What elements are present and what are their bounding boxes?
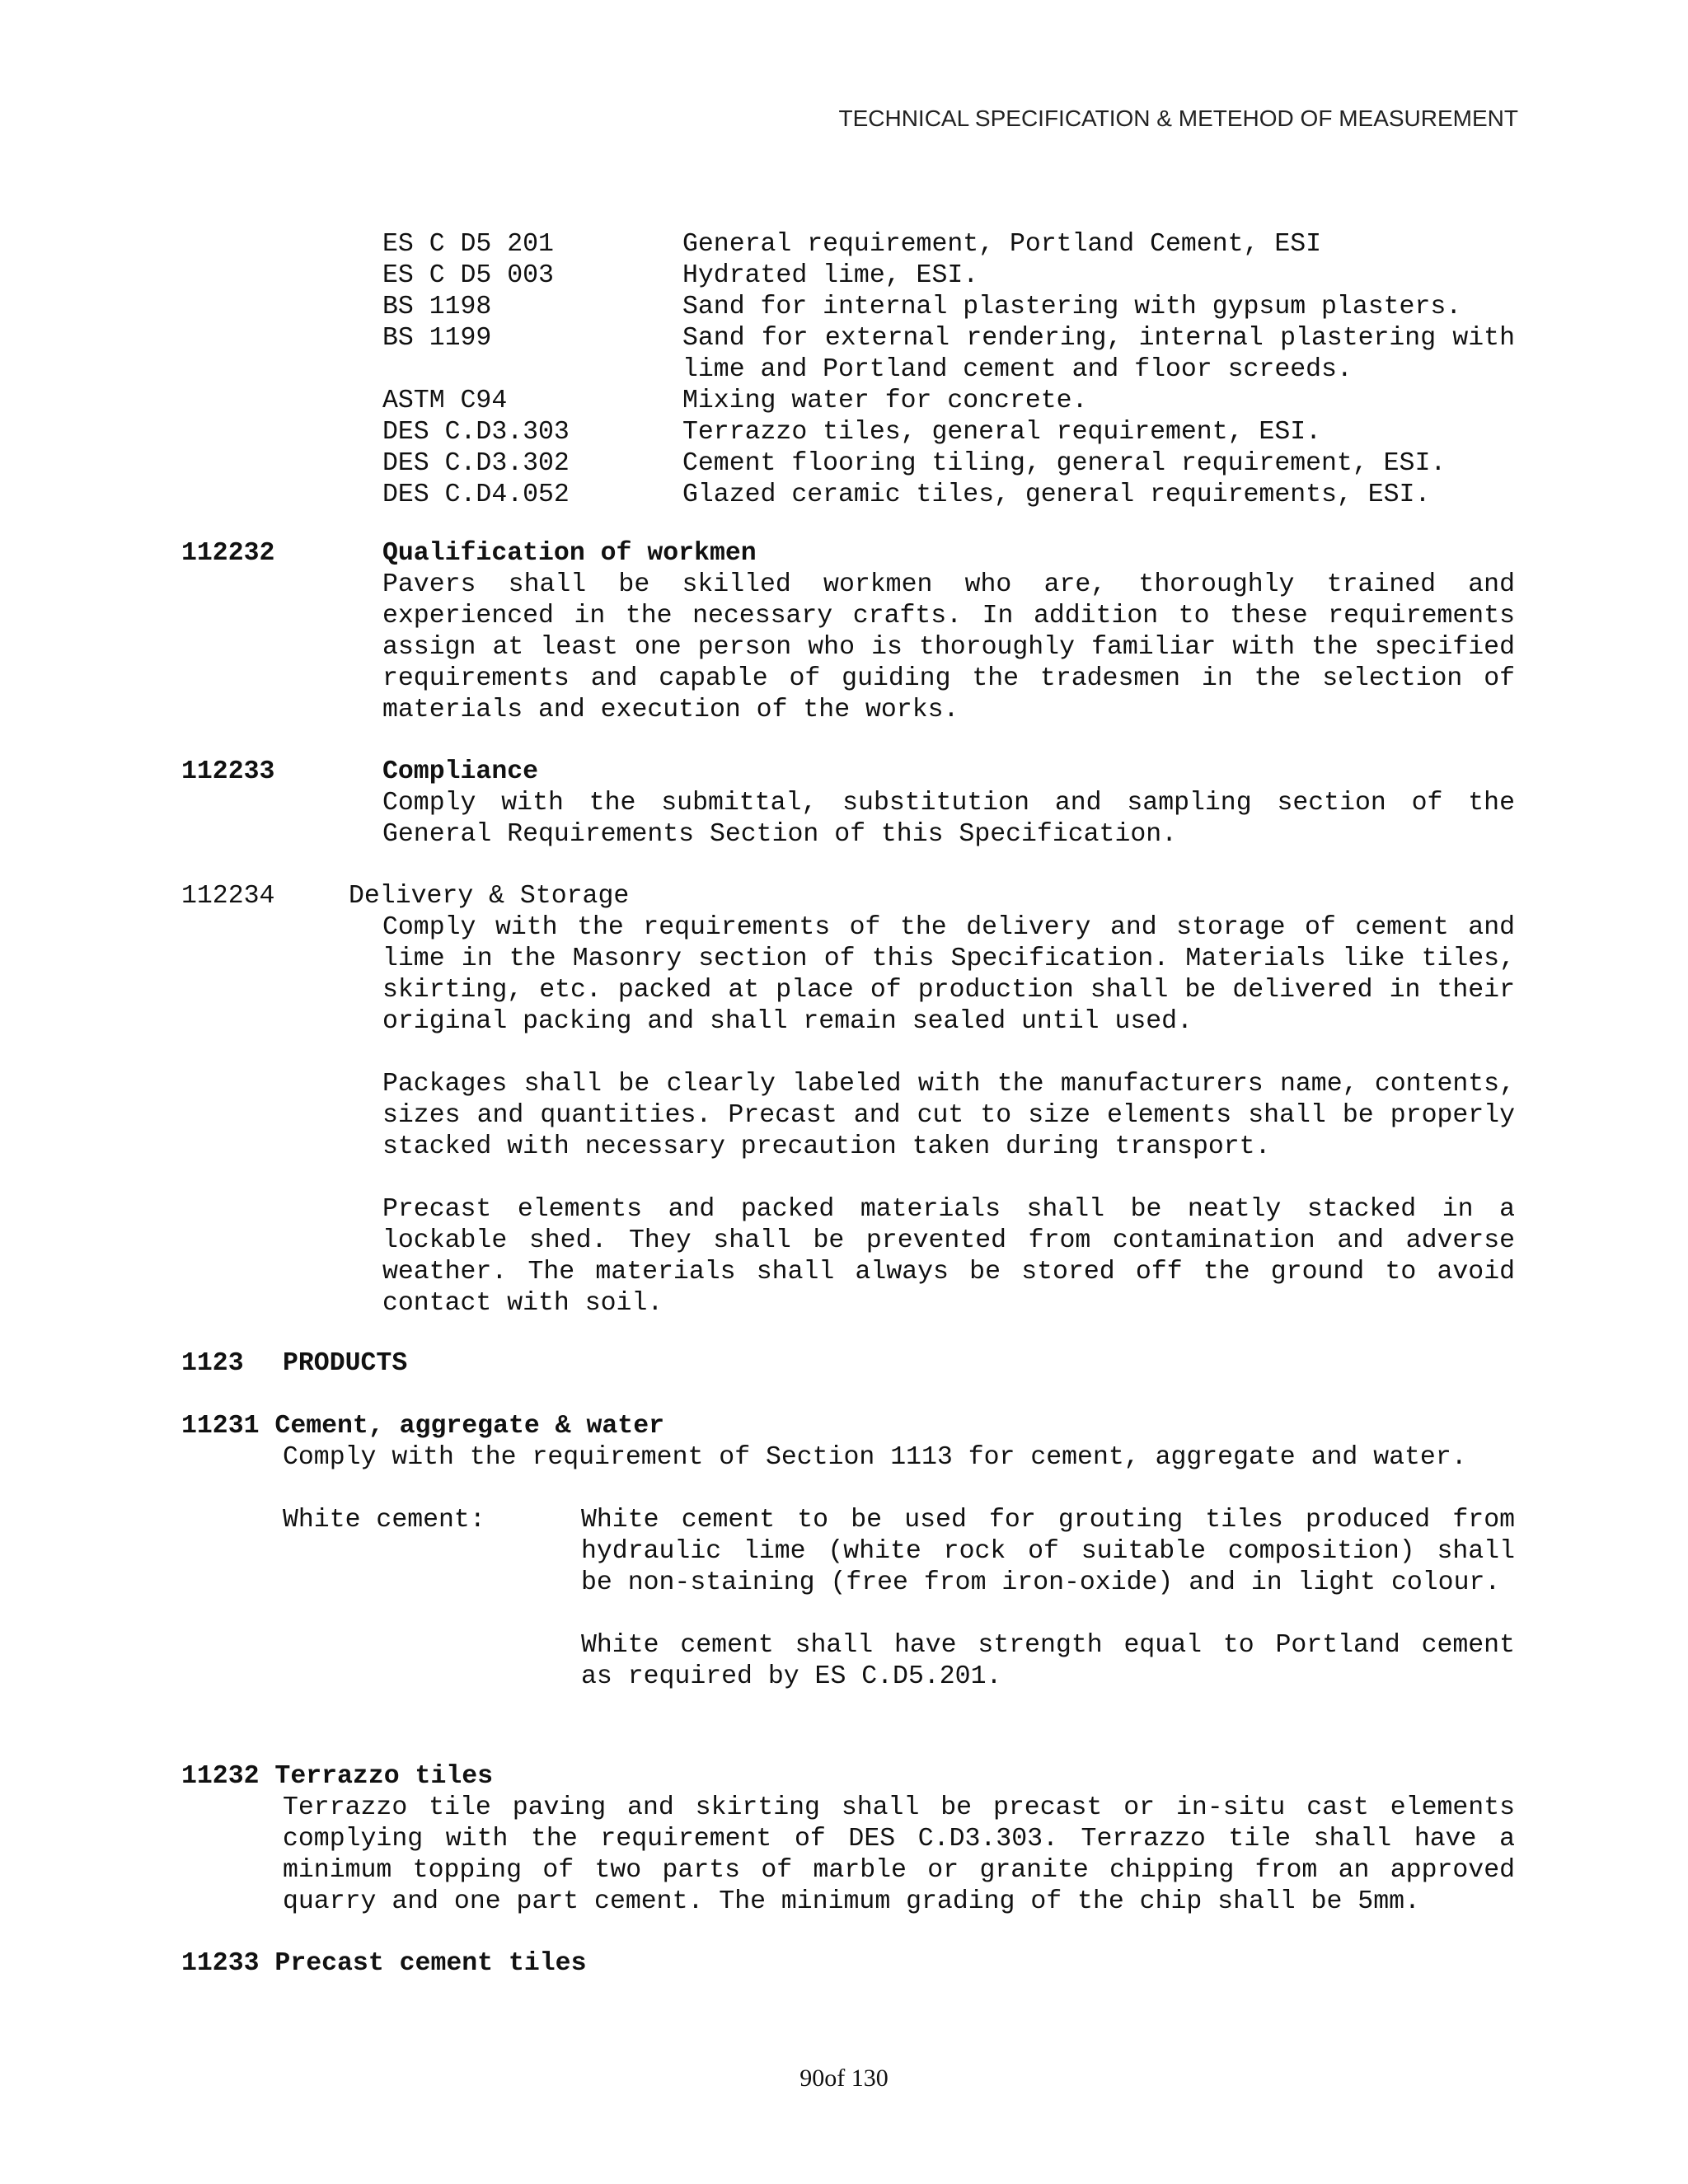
reference-code: DES C.D3.302 xyxy=(382,449,570,478)
white-cement-label: White cement: xyxy=(283,1506,485,1535)
reference-description: Hydrated lime, ESI. xyxy=(682,261,979,290)
section-number: 112234 xyxy=(181,882,275,911)
section-precast-cement-tiles xyxy=(181,1948,586,1980)
reference-description: Sand for internal plastering with gypsum plasters. xyxy=(682,293,1462,321)
section-terrazzo-tiles xyxy=(181,1761,1515,1793)
section-paragraph: Packages shall be clearly labeled with the manufacturers name, contents, sizes and quantities. Precast and cut to size elements shall be properly stacked with necessary precaution taken during transport. xyxy=(382,1070,1515,1161)
section-body: Pavers shall be skilled workmen who are, thoroughly trained and experienced in the necessary crafts. In addition to these requirements assign at least one person who is thoroughly familiar with the specified requirements and capable of guiding the tradesmen in the selection of materials and execution of the works. xyxy=(382,570,1515,724)
section-number: 1123 xyxy=(181,1349,244,1378)
section-title: Terrazzo tiles xyxy=(274,1762,494,1791)
section-compliance xyxy=(382,757,1515,851)
section-paragraph: Precast elements and packed materials shall be neatly stacked in a lockable shed. They shall be prevented from contamination and adverse weather. The materials shall always be stored off the ground to avoid contact with soil. xyxy=(382,1195,1515,1318)
reference-code: BS 1198 xyxy=(382,293,492,321)
section-delivery-storage xyxy=(382,912,1515,1319)
section-number: 11232 xyxy=(181,1762,260,1791)
reference-row xyxy=(382,229,1515,260)
reference-code: DES C.D4.052 xyxy=(382,480,570,509)
section-number: 11231 xyxy=(181,1412,260,1441)
reference-row xyxy=(382,386,1515,417)
reference-row xyxy=(382,448,1515,480)
reference-code: ES C D5 201 xyxy=(382,230,554,259)
reference-row xyxy=(382,480,1515,511)
section-body: Comply with the submittal, substitution and sampling section of the General Requirements Section of this Specification. xyxy=(382,789,1515,849)
section-number: 11233 xyxy=(181,1949,260,1978)
reference-standards-list xyxy=(382,229,1515,511)
section-body: Terrazzo tile paving and skirting shall be precast or in-situ cast elements complying with the requirement of DES C.D3.303. Terrazzo tile shall have a minimum topping of two parts of marble or granite chipping from an approved quarry and one part cement. The minimum grading of the chip shall be 5mm. xyxy=(283,1793,1515,1916)
section-qualification-of-workmen xyxy=(382,538,1515,726)
reference-description: Cement flooring tiling, general requirement, ESI. xyxy=(682,449,1447,478)
page-number: 90of 130 xyxy=(799,2064,889,2092)
section-paragraph: White cement to be used for grouting tiles produced from hydraulic lime (white rock of suitable composition) shall be non-staining (free from iron-oxide) and in light colour. xyxy=(581,1506,1515,1597)
section-number: 112233 xyxy=(181,757,275,786)
white-cement-description xyxy=(581,1505,1515,1693)
section-number: 112232 xyxy=(181,539,275,568)
section-paragraph: Comply with the requirements of the delivery and storage of cement and lime in the Masonry section of this Specification. Materials like tiles, skirting, etc. packed at place of production shall be delivered in their original packing and shall remain sealed until used. xyxy=(382,913,1515,1036)
reference-code: ES C D5 003 xyxy=(382,261,554,290)
reference-description: Glazed ceramic tiles, general requirements, ESI. xyxy=(682,480,1431,509)
page-header: TECHNICAL SPECIFICATION & METEHOD OF MEASUREMENT xyxy=(838,105,1518,131)
reference-row xyxy=(382,323,1515,386)
section-title: Precast cement tiles xyxy=(274,1949,587,1978)
reference-code: ASTM C94 xyxy=(382,387,508,415)
reference-row xyxy=(382,417,1515,448)
section-title: Qualification of workmen xyxy=(382,539,757,568)
reference-row xyxy=(382,260,1515,292)
section-title: Compliance xyxy=(382,757,539,786)
reference-description: Terrazzo tiles, general requirement, ESI. xyxy=(682,418,1322,447)
section-title: Delivery & Storage xyxy=(349,882,630,911)
section-body: Comply with the requirement of Section 1113 for cement, aggregate and water. xyxy=(283,1443,1467,1472)
reference-description: Sand for external rendering, internal plastering with lime and Portland cement and floor screeds. xyxy=(682,324,1515,384)
reference-code: DES C.D3.303 xyxy=(382,418,570,447)
reference-code: BS 1199 xyxy=(382,324,492,353)
reference-description: General requirement, Portland Cement, ESI xyxy=(682,230,1322,259)
section-title: PRODUCTS xyxy=(283,1349,408,1378)
reference-description: Mixing water for concrete. xyxy=(682,387,1088,415)
reference-row xyxy=(382,292,1515,323)
section-title: Cement, aggregate & water xyxy=(274,1412,664,1441)
section-paragraph: White cement shall have strength equal to Portland cement as required by ES C.D5.201. xyxy=(581,1631,1515,1691)
section-cement-aggregate-water xyxy=(181,1411,1515,1442)
